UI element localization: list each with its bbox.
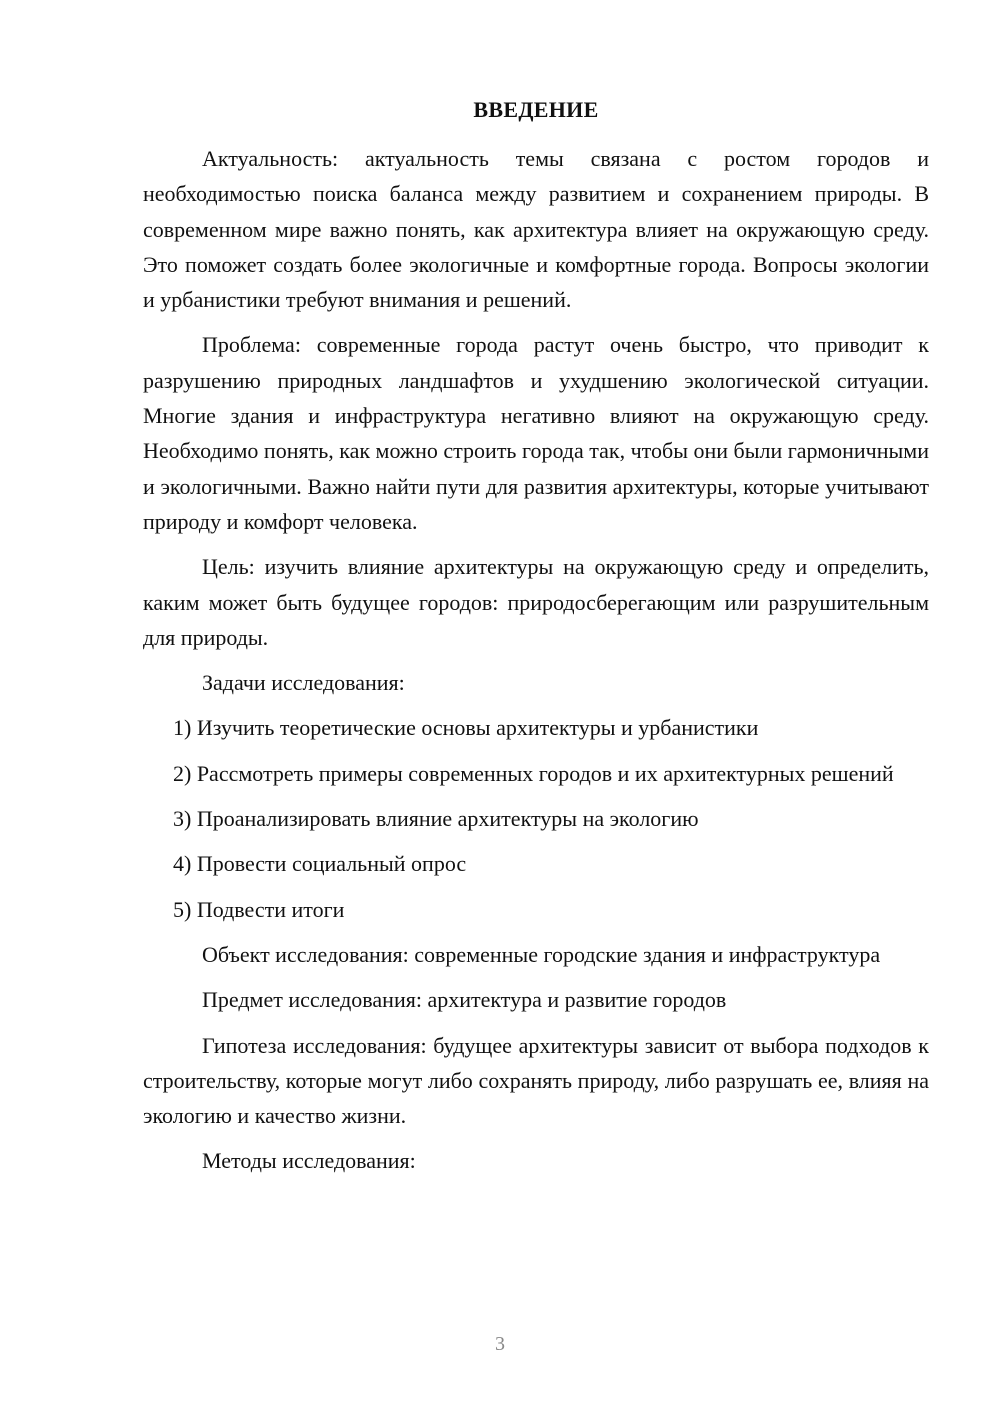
tasks-list	[143, 710, 929, 926]
list-item: 5) Подвести итоги	[173, 896, 345, 922]
list-item: 4) Провести социальный опрос	[173, 851, 467, 877]
page-number: 3	[495, 1333, 505, 1355]
paragraph-hypothesis: Гипотеза исследования: будущее архитектуры зависит от выбора подходов к строительству, которые могут либо сохранять природу, либо разрушать ее, влияя на экологию и качество жизни.	[143, 1032, 929, 1129]
list-item: 1) Изучить теоретические основы архитектуры и урбанистики	[173, 715, 759, 741]
list-item: 3) Проанализировать влияние архитектуры на экологию	[173, 806, 699, 832]
paragraph-goal: Цель: изучить влияние архитектуры на окружающую среду и определить, каким может быть будущее городов: природосберегающим или разрушительным для природы.	[143, 554, 929, 650]
page-title: ВВЕДЕНИЕ	[473, 97, 599, 122]
tasks-heading: Задачи исследования:	[202, 670, 405, 696]
paragraph-relevance: Актуальность: актуальность темы связана с ростом городов и необходимостью поиска баланса между развитием и сохранением природы. В современном мире важно понять, как архитектура влияет на окружающую среду. Это поможет создать более экологичные и комфортные города. Вопросы экологии и урбанистики требуют внимания и решений.	[143, 146, 929, 313]
paragraph-subject: Предмет исследования: архитектура и развитие городов	[202, 987, 727, 1013]
paragraph-problem: Проблема: современные города растут очень быстро, что приводит к разрушению природных ландшафтов и ухудшению экологической ситуации. Многие здания и инфраструктура негативно влияют на окружающую среду. Необходимо понять, как можно строить города так, чтобы они были гармоничными и экологичными. Важно найти пути для развития архитектуры, которые учитывают природу и комфорт человека.	[143, 332, 929, 534]
list-item: 2) Рассмотреть примеры современных городов и их архитектурных решений	[173, 760, 894, 786]
paragraph-methods: Методы исследования:	[202, 1148, 416, 1174]
document-body	[143, 141, 929, 1189]
paragraph-object: Объект исследования: современные городские здания и инфраструктура	[202, 941, 881, 967]
